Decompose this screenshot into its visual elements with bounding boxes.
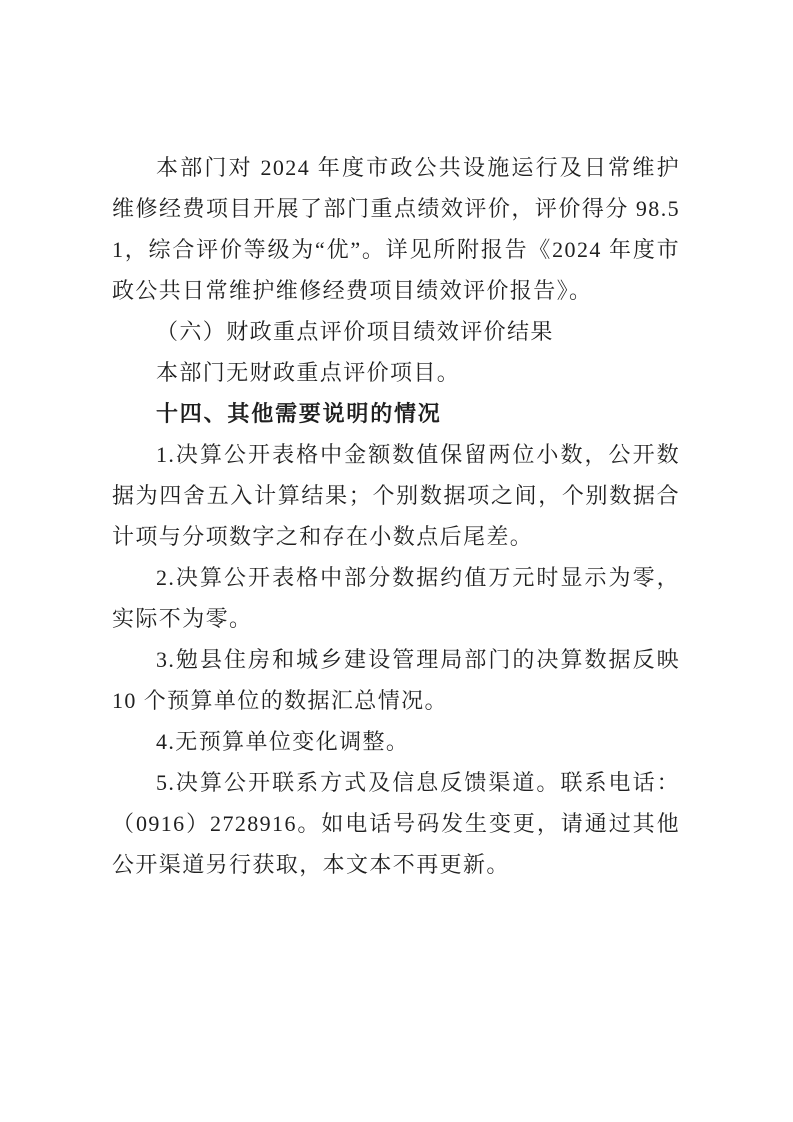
para-note-4-no-unit-changes: 4.无预算单位变化调整。	[156, 729, 410, 754]
para-note-3-budget-units: 3.勉县住房和城乡建设管理局部门的决算数据反映 10 个预算单位的数据汇总情况。	[112, 647, 680, 713]
document-content	[112, 147, 680, 885]
subheading-section-6-key-evaluation-results: （六）财政重点评价项目绩效评价结果	[156, 319, 554, 344]
para-note-5-contact-info: 5.决算公开联系方式及信息反馈渠道。联系电话：（0916）2728916。如电话号码发生变更，请通过其他公开渠道另行获取，本文本不再更新。	[112, 770, 680, 877]
para-note-2-zero-display: 2.决算公开表格中部分数据约值万元时显示为零，实际不为零。	[112, 565, 680, 631]
heading-section-14-other-notes: 十四、其他需要说明的情况	[156, 401, 442, 426]
para-note-1-rounding: 1.决算公开表格中金额数值保留两位小数，公开数据为四舍五入计算结果；个别数据项之间，个别数据合计项与分项数字之和存在小数点后尾差。	[112, 442, 680, 549]
para-no-key-evaluation-projects: 本部门无财政重点评价项目。	[156, 360, 461, 385]
para-dept-evaluation-result: 本部门对 2024 年度市政公共设施运行及日常维护维修经费项目开展了部门重点绩效评价，评价得分 98.51，综合评价等级为“优”。详见所附报告《2024 年度市政公共日常维护维修经费项目绩效评价报告》。	[112, 155, 680, 303]
